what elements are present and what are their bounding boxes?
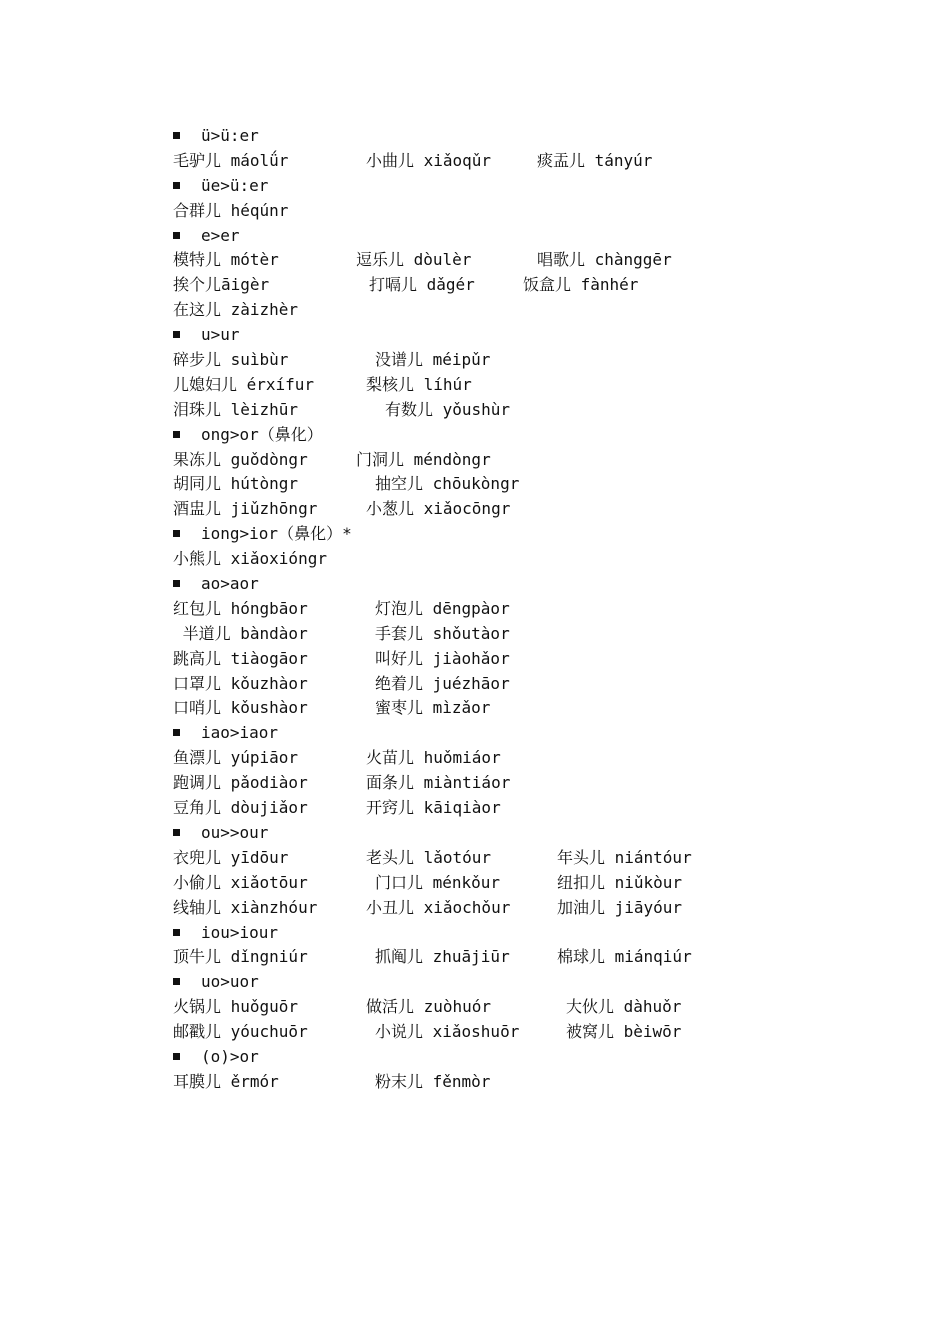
section-heading — [173, 423, 893, 448]
word-row — [173, 1020, 893, 1045]
heading-text: ao>aor — [201, 574, 259, 594]
word-entry: 打嗝儿 dǎgér — [369, 275, 475, 295]
word-entry: 耳膜儿 ěrmór — [173, 1071, 279, 1091]
word-entry: 开窍儿 kāiqiàor — [366, 798, 501, 818]
heading-text: u>ur — [201, 325, 240, 345]
bullet-icon — [173, 1053, 180, 1060]
word-row — [173, 647, 893, 672]
section-heading — [173, 323, 893, 348]
bullet-icon — [173, 929, 180, 936]
section-heading — [173, 1045, 893, 1070]
word-entry: 红包儿 hóngbāor — [173, 598, 308, 618]
word-entry: 合群儿 héqúnr — [173, 200, 289, 220]
word-entry: 邮戳儿 yóuchuōr — [173, 1022, 308, 1042]
section-heading — [173, 921, 893, 946]
bullet-icon — [173, 431, 180, 438]
heading-text: iao>iaor — [201, 723, 279, 743]
word-row — [173, 448, 893, 473]
section-heading — [173, 970, 893, 995]
word-entry: 在这儿 zàizhèr — [173, 300, 299, 320]
word-entry: 老头儿 lǎotóur — [366, 847, 492, 867]
word-entry: 挨个儿āigèr — [173, 275, 270, 295]
word-row — [173, 398, 893, 423]
heading-text: ou>>our — [201, 822, 269, 842]
word-entry: 大伙儿 dàhuǒr — [566, 997, 682, 1017]
heading-text: e>er — [201, 225, 240, 245]
heading-text: üe>ü:er — [201, 175, 269, 195]
word-row — [173, 248, 893, 273]
section-heading — [173, 174, 893, 199]
word-row — [173, 771, 893, 796]
word-entry: 抽空儿 chōukòngr — [375, 474, 520, 494]
word-entry: 梨核儿 líhúr — [366, 374, 472, 394]
bullet-icon — [173, 729, 180, 736]
heading-text: ü>ü:er — [201, 126, 259, 145]
word-row — [173, 1070, 893, 1095]
word-entry: 小偷儿 xiǎotōur — [173, 872, 308, 892]
word-entry: 灯泡儿 dēngpàor — [375, 598, 510, 618]
word-entry: 面条儿 miàntiáor — [366, 773, 511, 793]
word-row — [173, 547, 893, 572]
word-entry: 小葱儿 xiǎocōngr — [366, 499, 511, 519]
word-row — [173, 696, 893, 721]
word-row — [173, 796, 893, 821]
word-entry: 有数儿 yǒushùr — [385, 399, 511, 419]
word-entry: 儿媳妇儿 érxífur — [173, 374, 315, 394]
word-entry: 泪珠儿 lèizhūr — [173, 399, 299, 419]
section-heading — [173, 124, 893, 149]
word-entry: 小熊儿 xiǎoxióngr — [173, 549, 327, 569]
word-entry: 门洞儿 méndòngr — [356, 449, 491, 469]
word-entry: 蜜枣儿 mìzǎor — [375, 698, 491, 718]
word-entry: 火锅儿 huǒguōr — [173, 997, 299, 1017]
bullet-icon — [173, 182, 180, 189]
bullet-icon — [173, 232, 180, 239]
bullet-icon — [173, 132, 180, 139]
word-entry: 粉末儿 fěnmòr — [375, 1071, 491, 1091]
word-row — [173, 149, 893, 174]
word-row — [173, 199, 893, 224]
section-heading — [173, 522, 893, 547]
word-row — [173, 622, 893, 647]
bullet-icon — [173, 829, 180, 836]
word-entry: 衣兜儿 yīdōur — [173, 847, 289, 867]
word-row — [173, 373, 893, 398]
word-entry: 半道儿 bàndàor — [173, 623, 308, 643]
word-row — [173, 472, 893, 497]
word-row — [173, 273, 893, 298]
word-entry: 火苗儿 huǒmiáor — [366, 748, 501, 768]
word-entry: 唱歌儿 chànggēr — [537, 250, 672, 270]
word-entry: 饭盒儿 fànhér — [523, 275, 639, 295]
word-entry: 鱼漂儿 yúpiāor — [173, 748, 299, 768]
word-row — [173, 945, 893, 970]
word-row — [173, 348, 893, 373]
word-row — [173, 995, 893, 1020]
word-entry: 模特儿 mótèr — [173, 250, 279, 270]
word-entry: 胡同儿 hútòngr — [173, 474, 299, 494]
word-row — [173, 746, 893, 771]
section-heading — [173, 572, 893, 597]
section-heading — [173, 721, 893, 746]
bullet-icon — [173, 978, 180, 985]
word-entry: 碎步儿 suìbùr — [173, 350, 289, 370]
heading-text: iou>iour — [201, 922, 279, 942]
section-heading — [173, 821, 893, 846]
word-entry: 手套儿 shǒutàor — [375, 623, 510, 643]
word-entry: 小说儿 xiǎoshuōr — [375, 1022, 520, 1042]
word-row — [173, 846, 893, 871]
word-entry: 跳高儿 tiàogāor — [173, 648, 308, 668]
word-entry: 口罩儿 kǒuzhàor — [173, 673, 308, 693]
word-entry: 做活儿 zuòhuór — [366, 997, 492, 1017]
word-entry: 果冻儿 guǒdòngr — [173, 449, 308, 469]
word-entry: 小曲儿 xiǎoqǔr — [366, 150, 492, 170]
word-entry: 线轴儿 xiànzhóur — [173, 897, 318, 917]
word-row — [173, 497, 893, 522]
word-entry: 纽扣儿 niǔkòur — [557, 872, 683, 892]
word-row — [173, 597, 893, 622]
word-entry: 毛驴儿 máolǘr — [173, 150, 289, 170]
word-entry: 被窝儿 bèiwōr — [566, 1022, 682, 1042]
heading-text: (o)>or — [201, 1046, 259, 1066]
word-entry: 叫好儿 jiàohǎor — [375, 648, 510, 668]
word-entry: 年头儿 niántóur — [557, 847, 692, 867]
word-entry: 没谱儿 méipǔr — [375, 350, 491, 370]
heading-text: uo>uor — [201, 972, 259, 992]
word-entry: 口哨儿 kǒushàor — [173, 698, 308, 718]
word-entry: 逗乐儿 dòulèr — [356, 250, 472, 270]
word-row — [173, 896, 893, 921]
bullet-icon — [173, 580, 180, 587]
word-entry: 绝着儿 juézhāor — [375, 673, 510, 693]
heading-text: iong>ior（鼻化）* — [201, 524, 352, 544]
word-entry: 门口儿 ménkǒur — [375, 872, 501, 892]
word-entry: 痰盂儿 tányúr — [537, 150, 653, 170]
word-entry: 顶牛儿 dǐngniúr — [173, 947, 308, 967]
word-entry: 跑调儿 pǎodiàor — [173, 773, 308, 793]
word-entry: 加油儿 jiāyóur — [557, 897, 683, 917]
word-entry: 豆角儿 dòujiǎor — [173, 798, 308, 818]
word-row — [173, 672, 893, 697]
word-entry: 酒盅儿 jiǔzhōngr — [173, 499, 318, 519]
word-row — [173, 871, 893, 896]
word-row — [173, 298, 893, 323]
section-heading — [173, 224, 893, 249]
word-entry: 抓阄儿 zhuājiūr — [375, 947, 510, 967]
bullet-icon — [173, 530, 180, 537]
word-entry: 小丑儿 xiǎochǒur — [366, 897, 511, 917]
document-body — [173, 124, 893, 1095]
bullet-icon — [173, 331, 180, 338]
word-entry: 棉球儿 miánqiúr — [557, 947, 692, 967]
heading-text: ong>or（鼻化） — [201, 424, 323, 444]
